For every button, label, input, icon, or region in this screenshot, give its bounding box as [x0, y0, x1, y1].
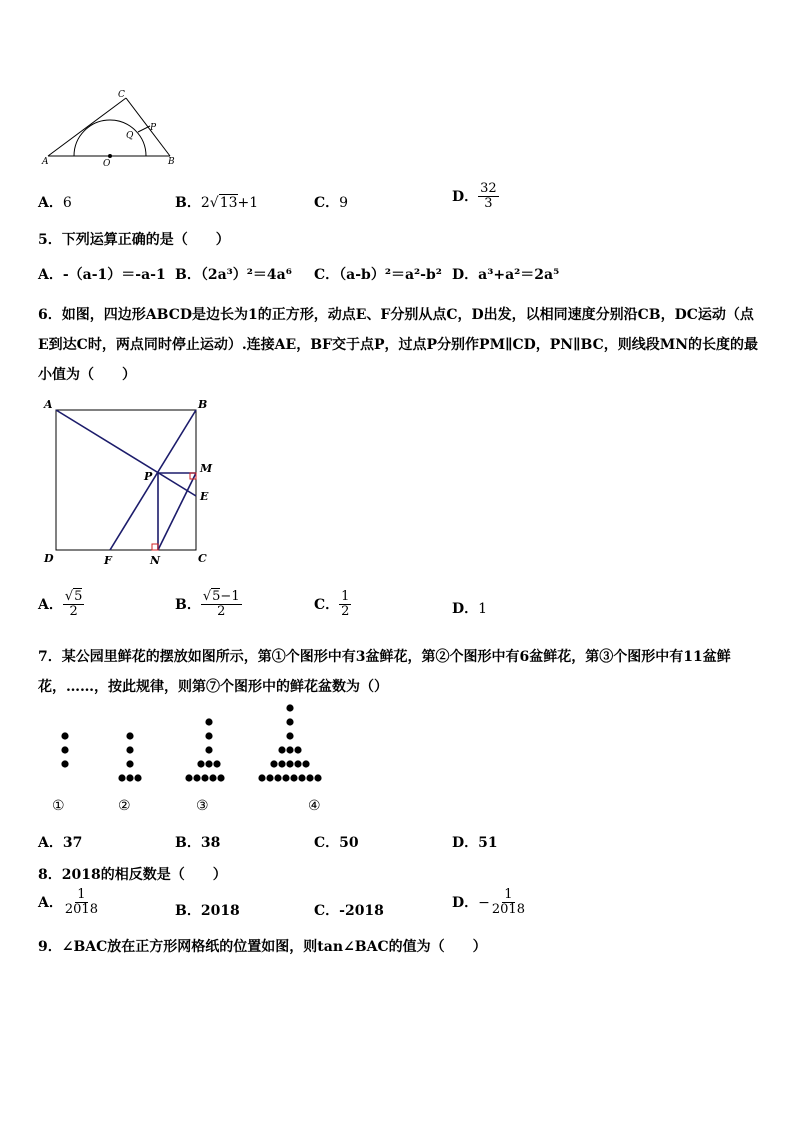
q8-stem: 8．2018的相反数是（ ） [38, 867, 227, 883]
q5-option-c[interactable]: C．（a-b）²＝a²-b² [314, 267, 442, 283]
flower-dot [290, 774, 297, 781]
fraction: $\frac{32}{3}$ [480, 181, 497, 212]
flower-dot [270, 760, 277, 767]
label-c: C [198, 552, 207, 565]
flower-dot [286, 704, 293, 711]
q8-option-d[interactable]: D．− $\frac{1}{2018}$ [452, 887, 525, 918]
pattern-2 [118, 732, 141, 781]
flower-dot [209, 774, 216, 781]
q5-stem: 5．下列运算正确的是（ ） [38, 232, 230, 248]
square-outline [56, 410, 196, 550]
flower-dot [286, 732, 293, 739]
q6-stem-line1: 6．如图，四边形ABCD是边长为1的正方形，动点E、F分别从点C，D出发，以相同速度分别沿CB，DC运动（点 [38, 307, 754, 323]
right-angle-n [152, 544, 158, 550]
flower-dot [61, 732, 68, 739]
label-a: A [44, 398, 53, 411]
q5-option-a[interactable]: A．-（a-1）＝-a-1 [38, 267, 166, 283]
q7-option-b[interactable]: B．38 [175, 835, 221, 851]
flower-dot [126, 760, 133, 767]
flower-dot [193, 774, 200, 781]
flower-dot [278, 760, 285, 767]
q7-option-d[interactable]: D．51 [452, 835, 498, 851]
flower-dot [201, 774, 208, 781]
label-p: P [150, 123, 157, 133]
label-p: P [144, 470, 153, 483]
segment-bf [110, 410, 196, 550]
label-b: B [198, 398, 208, 411]
label-c: C [118, 90, 125, 100]
label-o: O [103, 159, 111, 168]
flower-dot [205, 732, 212, 739]
flower-dot [197, 760, 204, 767]
q4-option-a[interactable]: A．6 [38, 195, 72, 211]
q7-stem-line2: 花，……，按此规律，则第⑦个图形中的鲜花盆数为（） [38, 679, 388, 695]
triangle-semicircle-figure [38, 86, 188, 168]
q4-option-c[interactable]: C．9 [314, 195, 349, 211]
q8-option-b[interactable]: B．2018 [175, 903, 240, 919]
flower-dot [217, 774, 224, 781]
pattern-3 [185, 718, 224, 781]
segment-pq [138, 126, 150, 132]
flower-dot [118, 774, 125, 781]
flower-dot [258, 774, 265, 781]
q5-option-d[interactable]: D．a³+a²＝2a⁵ [452, 267, 560, 283]
flower-dot [185, 774, 192, 781]
label-n: N [150, 554, 161, 567]
label-f: F [104, 554, 112, 567]
label-m: M [200, 462, 213, 475]
flower-dot [306, 774, 313, 781]
flower-dot [126, 746, 133, 753]
flower-dot [294, 760, 301, 767]
q6-option-a[interactable]: A． $\frac{√5}{2}$ [38, 589, 83, 620]
fraction: $\frac{1}{2}$ [341, 589, 350, 620]
q7-option-a[interactable]: A．37 [38, 835, 83, 851]
q8-option-c[interactable]: C．-2018 [314, 903, 384, 919]
q9-stem: 9．∠BAC放在正方形网格纸的位置如图，则tan∠BAC的值为（ ） [38, 939, 487, 955]
flower-dot [205, 746, 212, 753]
flower-dot [298, 774, 305, 781]
fraction: $\frac{√5}{2}$ [64, 589, 83, 620]
q6-option-b[interactable]: B． $\frac{√5-1}{2}$ [175, 589, 240, 620]
pattern-label-4: ④ [308, 798, 321, 814]
pattern-label-3: ③ [196, 798, 209, 814]
flower-dot [278, 746, 285, 753]
flower-dot [274, 774, 281, 781]
flower-dot [266, 774, 273, 781]
q4-option-b[interactable]: B．2√13+1 [175, 195, 259, 211]
flower-dot [286, 760, 293, 767]
pattern-4 [258, 704, 321, 781]
label-b: B [168, 157, 175, 167]
q7-option-c[interactable]: C．50 [314, 835, 359, 851]
flower-dot [213, 760, 220, 767]
flower-dot [134, 774, 141, 781]
segment-ac [48, 98, 126, 156]
flower-dot [314, 774, 321, 781]
q8-option-a[interactable]: A． $\frac{1}{2018}$ [38, 887, 98, 918]
fraction: $\frac{√5-1}{2}$ [202, 589, 240, 620]
pattern-label-1: ① [52, 798, 65, 814]
q6-stem-line2: E到达C时，两点同时停止运动）.连接AE，BF交于点P，过点P分别作PM∥CD，PN∥BC，则线段MN的长度的最 [38, 337, 759, 353]
q6-option-c[interactable]: C． $\frac{1}{2}$ [314, 589, 350, 620]
flower-dot [302, 760, 309, 767]
pattern-1 [61, 732, 68, 767]
flower-pattern-figure [38, 700, 378, 820]
flower-dot [126, 774, 133, 781]
pattern-label-2: ② [118, 798, 131, 814]
label-q: Q [126, 131, 134, 141]
flower-dot [61, 760, 68, 767]
flower-dot [286, 746, 293, 753]
flower-dot [282, 774, 289, 781]
flower-dot [205, 760, 212, 767]
fraction: $\frac{1}{2018}$ [64, 887, 98, 918]
q4-option-d[interactable]: D． $\frac{32}{3}$ [452, 181, 497, 212]
q6-stem-line3: 小值为（ ） [38, 367, 136, 383]
flower-dot [205, 718, 212, 725]
label-a: A [42, 157, 49, 167]
flower-dot [294, 746, 301, 753]
label-d: D [44, 552, 54, 565]
center-point-o [108, 154, 112, 158]
square-abcd-figure [38, 392, 218, 572]
flower-dot [286, 718, 293, 725]
flower-dot [126, 732, 133, 739]
q5-option-b[interactable]: B．（2a³）²＝4a⁶ [175, 267, 292, 283]
flower-dot [61, 746, 68, 753]
semicircle-arc [74, 120, 146, 156]
segment-ae [56, 410, 196, 496]
fraction: $\frac{1}{2018}$ [491, 887, 525, 918]
label-e: E [200, 490, 209, 503]
q6-option-d[interactable]: D．1 [452, 601, 488, 617]
q7-stem-line1: 7．某公园里鲜花的摆放如图所示，第①个图形中有3盆鲜花，第②个图形中有6盆鲜花，第③个图形中有11盆鲜 [38, 649, 731, 665]
